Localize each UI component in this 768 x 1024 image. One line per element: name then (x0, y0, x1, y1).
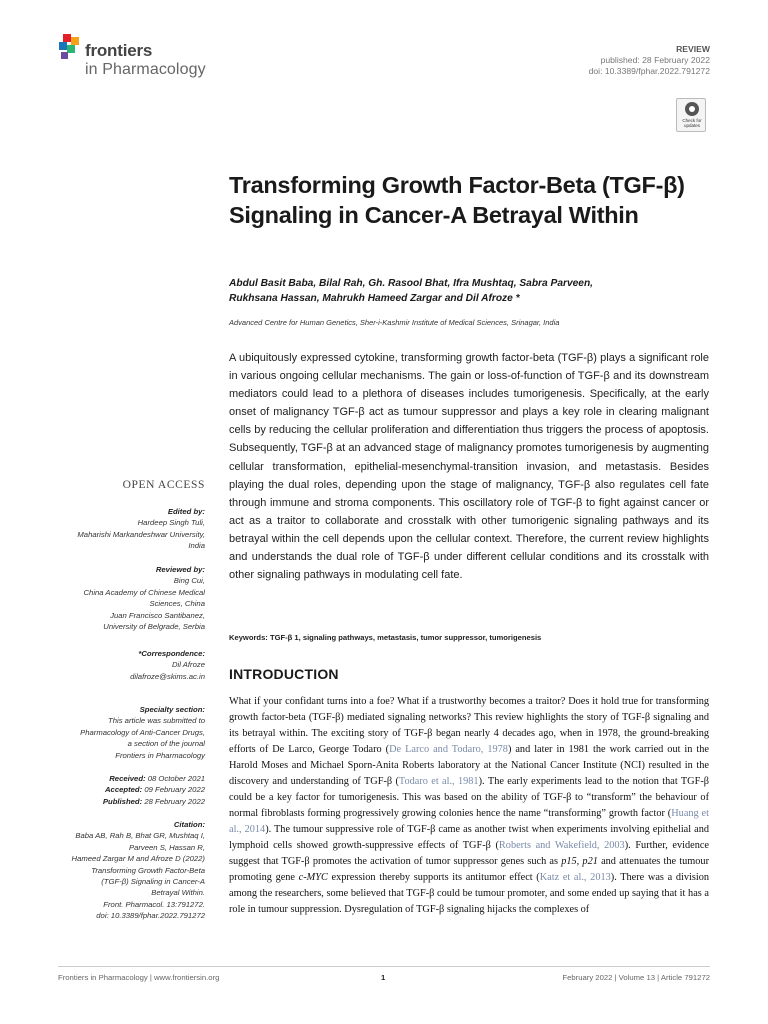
article-title: Transforming Growth Factor-Beta (TGF-β) Signaling in Cancer-A Betrayal Within (229, 172, 685, 228)
frontiers-logo-icon (58, 34, 82, 64)
authors-line-1: Abdul Basit Baba, Bilal Rah, Gh. Rasool Bhat, Ifra Mushtaq, Sabra Parveen, (229, 278, 593, 289)
journal-name-secondary: in Pharmacology (85, 61, 206, 78)
author-list (229, 276, 699, 306)
footer-issue-info: February 2022 | Volume 13 | Article 791272 (562, 973, 710, 982)
check-updates-icon (685, 102, 699, 116)
citation-link[interactable]: Katz et al., 2013 (539, 872, 611, 884)
citation-doi[interactable]: doi: 10.3389/fphar.2022.791272 (96, 911, 205, 921)
journal-logo (58, 34, 228, 80)
gene-name: c-MYC (298, 872, 328, 884)
open-access-label: OPEN ACCESS (122, 479, 205, 491)
check-for-updates-button[interactable] (676, 98, 706, 132)
specialty-section-block: Specialty section: This article was submitted to Pharmacology of Anti-Cancer Drugs, a section of the journal Frontiers in Pharmacology (80, 705, 205, 760)
check-updates-label: Check for updates (682, 118, 702, 128)
citation-block: Citation: Baba AB, Rah B, Bhat GR, Mushtaq I, Parveen S, Hassan R, Hameed Zargar M and Afroze D (2022) Transforming Growth Factor-Beta (TGF-β) Signaling in Cancer-A Betrayal Within. Front. Pharmacol. 13:791272. doi: 10.3389/fphar.2022.791272 (15, 819, 205, 922)
keywords-label: Keywords: (229, 633, 268, 642)
article-meta (589, 44, 710, 77)
dates-block: Received: 08 October 2021 Accepted: 09 February 2022 Published: 28 February 2022 (102, 774, 205, 806)
article-doi[interactable]: doi: 10.3389/fphar.2022.791272 (588, 66, 710, 76)
edited-by-block: Edited by: Hardeep Singh Tuli, Maharishi Markandeshwar University, India (77, 507, 205, 551)
citation-link[interactable]: Huang et al., 2014 (229, 808, 709, 836)
gene-name: p15, p21 (561, 856, 598, 868)
journal-name-primary: frontiers (85, 41, 153, 60)
reviewed-by-block: Reviewed by: Bing Cui, China Academy of Chinese Medical Sciences, China Juan Francisco Santibanez, University of Belgrade, Serbia (83, 565, 205, 632)
footer-journal-link[interactable]: Frontiers in Pharmacology | www.frontiersin.org (58, 973, 220, 982)
abstract: A ubiquitously expressed cytokine, transforming growth factor-beta (TGF-β) plays a significant role in various ongoing cellular mechanisms. The gain or loss-of-function of TGF-β and its downstream mediators could lead to a plethora of diseases includes tumorigenesis. Specifically, at the early onset of malignancy TGF-β act as tumour suppressor and plays a key role in clearing malignant cells by reducing the cellular proliferation and differentiation thus triggers the process of apoptosis. Subsequently, TGF-β at an advanced stage of malignancy promotes tumorigenesis by augmenting cellular transformation, epithelial-mesenchymal-transition invasion, and metastasis. Besides playing the dual roles, depending upon the stage of malignancy, TGF-β also regulates cell fate through immune and stroma components. This oscillatory role of TGF-β to fight against cancer or act as a traitor to collaborate and crosstalk with other tumorigenic signaling pathways and its betrayal within the cell depends upon the cellular context. Therefore, the current review highlights and understands the dual role of TGF-β under different cellular conditions and its crosstalk with other signaling pathways in modulating cell fate. (229, 352, 709, 582)
keywords-list: TGF-β 1, signaling pathways, metastasis, tumor suppressor, tumorigenesis (269, 633, 542, 642)
citation-link[interactable]: Todaro et al., 1981 (398, 776, 479, 788)
article-type: REVIEW (676, 44, 710, 54)
section-heading-introduction: INTRODUCTION (229, 666, 339, 682)
correspondence-block: *Correspondence: Dil Afroze dilafroze@skims.ac.in (15, 648, 205, 682)
page-number: 1 (381, 973, 386, 982)
correspondence-email[interactable]: dilafroze@skims.ac.in (130, 671, 205, 681)
citation-link[interactable]: De Larco and Todaro, 1978 (389, 744, 508, 756)
affiliation: Advanced Centre for Human Genetics, Sher-i-Kashmir Institute of Medical Sciences, Srinagar, India (229, 318, 560, 327)
keywords (229, 633, 709, 642)
footer-divider (58, 966, 710, 967)
citation-link[interactable]: Roberts and Wakefield, 2003 (498, 840, 625, 852)
introduction-paragraph: What if your confidant turns into a foe? What if a trustworthy becomes a traitor? Does it hold true for transforming growth factor-beta (TGF-β) mediated signaling networks? This review highlights the story of TGF-β signaling and its betrayal within. The exciting story of TGF-β began nearly 4 decades ago, when in 1978, the ground-breaking efforts of De Larco, George Todaro (De Larco and Todaro, 1978) and later in 1981 the work carried out in the Harold Moses and Michael Sporn-Anita Roberts laboratory at the National Cancer Institute (NCI) resulted in the discovery and understanding of TGF-β (Todaro et al., 1981). The early experiments lead to the notion that TGF-β could be a key factor for tumorigenesis. This was based on the ability of TGF-β to “transform” the behaviour of normal fibroblasts forming progressively growing colonies hence the name “transforming” growth factor (Huang et al., 2014). The tumour suppressive role of TGF-β came as another twist when experiments involving epithelial and lymphoid cells showed growth-suppressive effects of TGF-β (Roberts and Wakefield, 2003). Further, evidence suggest that TGF-β promotes the activation of tumor suppressor genes such as p15, p21 and attenuates the tumour promoting gene c-MYC expression thereby supports its antitumor effect (Katz et al., 2013). There was a division among the researchers, some believed that TGF-β could be tumour promoter, and some ended up saying that it has a role in tumour suppression. Dysregulation of TGF-β signaling hijacks the complexes of (229, 696, 710, 916)
published-date: published: 28 February 2022 (600, 55, 710, 65)
authors-line-2: Rukhsana Hassan, Mahrukh Hameed Zargar and Dil Afroze * (229, 293, 520, 304)
